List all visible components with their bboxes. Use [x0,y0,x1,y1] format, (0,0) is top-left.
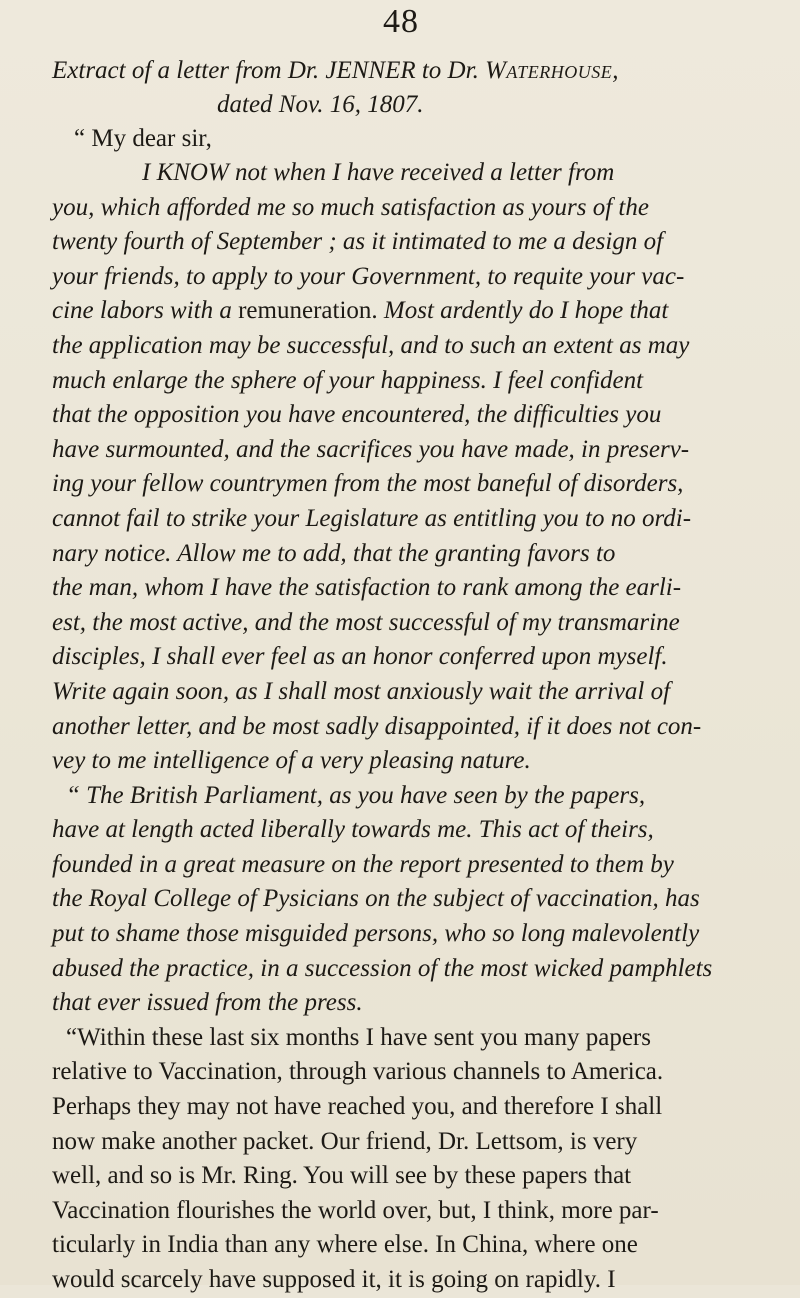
paragraph-line: relative to Vaccination, through various channels to America. [52,1058,664,1086]
paragraph-roman-word: remuneration. [238,297,378,325]
paragraph-line: that the opposition you have encountered, the difficulties you [52,401,662,429]
letter-salutation: “ My dear sir, [74,125,212,152]
paragraph-line: ticularly in India than any where else. In China, where one [52,1231,638,1259]
paragraph-line: now make another packet. Our friend, Dr. Lettsom, is very [52,1127,638,1155]
paragraph-line: I KNOW not when I have received a letter from [142,159,615,186]
paragraph-line: “ The British Parliament, as you have seen by the papers, [66,781,646,809]
paragraph-1 [52,156,750,779]
paragraph-line: Write again soon, as I shall most anxiously wait the arrival of [52,677,671,705]
page-number: 48 [383,3,419,40]
paragraph-line: put to shame those misguided persons, who so long malevolently [52,920,700,948]
paragraph-line: the application may be successful, and to such an extent as may [52,331,690,359]
paragraph-line: Perhaps they may not have reached you, and therefore I shall [52,1093,663,1121]
paragraph-line: vey to me intelligence of a very pleasing nature. [52,747,531,775]
paragraph-line: ing your fellow countrymen from the most baneful of disorders, [52,470,684,498]
paragraph-line: disciples, I shall ever feel as an honor conferred upon myself. [52,643,668,671]
paragraph-line: nary notice. Allow me to add, that the granting favors to [52,539,616,567]
paragraph-line: well, and so is Mr. Ring. You will see by these papers that [52,1162,632,1190]
paragraph-line: your friends, to apply to your Government, to requite your vac- [52,262,685,290]
paragraph-2 [52,779,750,1021]
letter-dateline: dated Nov. 16, 1807. [217,91,424,118]
paragraph-line: Vaccination flourishes the world over, but, I think, more par- [52,1196,659,1224]
paragraph-line: est, the most active, and the most successful of my transmarine [52,608,680,636]
heading-text: Extract of a letter from Dr. JENNER to Dr. [52,57,486,84]
letter-heading [52,54,750,88]
heading-recipient: Waterhouse, [485,57,619,84]
paragraph-line: abused the practice, in a succession of the most wicked pamphlets [52,954,713,982]
paragraph-line: another letter, and be most sadly disappointed, if it does not con- [52,712,702,740]
paragraph-line: twenty fourth of September ; as it intimated to me a design of [52,228,664,256]
paragraph-line: much enlarge the sphere of your happiness. I feel confident [52,366,644,394]
paragraph-line: the Royal College of Pysicians on the subject of vaccination, has [52,885,700,913]
paragraph-fragment: Most ardently do I hope that [377,297,669,325]
paragraph-line-mixed [52,294,750,329]
paragraph-line: would scarcely have supposed it, it is going on rapidly. I [52,1266,616,1293]
paragraph-line: you, which afforded me so much satisfaction as yours of the [52,193,649,221]
paragraph-line: have at length acted liberally towards me. This act of theirs, [52,816,654,844]
paragraph-line: that ever issued from the press. [52,989,363,1017]
paragraph-line: cannot fail to strike your Legislature as entitling you to no ordi- [52,504,692,532]
paragraph-line: founded in a great measure on the report presented to them by [52,850,674,878]
paragraph-3 [52,1021,750,1298]
paragraph-line: the man, whom I have the satisfaction to rank among the earli- [52,574,682,602]
paragraph-fragment: cine labors with a [52,297,239,325]
paragraph-line: have surmounted, and the sacrifices you have made, in preserv- [52,435,690,463]
paragraph-line: “Within these last six months I have sent you many papers [66,1023,651,1051]
